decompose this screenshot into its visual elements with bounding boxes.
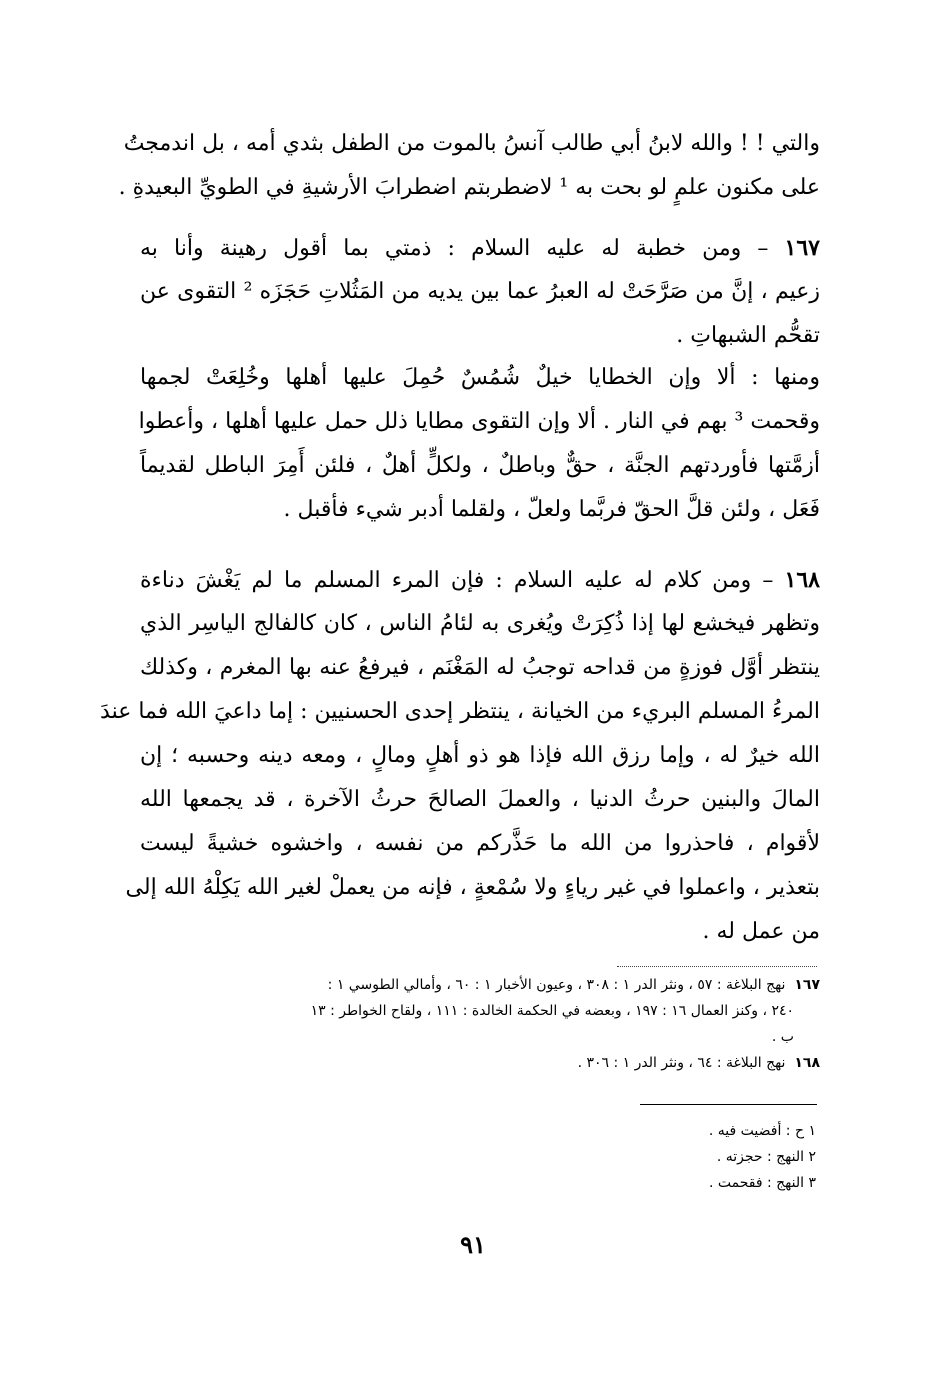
dotted-separator	[617, 966, 817, 967]
source-line: ب .	[771, 1029, 794, 1045]
text-line: ينتظر أوَّل فوزةٍ من قداحه توجبُ له المَغْنَم ، فيرفعُ عنه بها المغرم ، وكذلك	[140, 655, 820, 680]
footnote-separator	[640, 1104, 817, 1105]
source-line	[140, 1050, 820, 1076]
text-line: ومنها : ألا وإن الخطايا خيلٌ شُمُسٌ حُمِلَ عليها أهلها وخُلِعَتْ لجمها	[140, 365, 820, 390]
footnote-line: ٢ النهج : حجزته .	[716, 1149, 816, 1165]
footnote-line: ١ ح : أفضيت فيه .	[708, 1123, 816, 1139]
text-line: لأقوام ، فاحذروا من الله ما حَذَّركم من نفسه ، واخشوه خشيةً ليست	[140, 831, 820, 856]
saying-number: ١٦٧	[784, 235, 820, 261]
text-line: زعيم ، إنَّ من صَرَّحَتْ له العبرُ عما بين يديه من المَثُلاتِ حَجَزَه ² التقوى عن	[140, 279, 820, 304]
text-line: فَعَل ، ولئن قلَّ الحقّ فربَّما ولعلّ ، ولقلما أدبر شيء فأقبل .	[283, 497, 820, 522]
source-line: ٢٤٠ ، وكنز العمال ١٦ : ١٩٧ ، وبعضه في الحكمة الخالدة : ١١١ ، ولقاح الخواطر : ١٣	[310, 1003, 794, 1019]
text-fragment: – ومن كلام له عليه السلام : فإن المرء المسلم ما لم يَغْشَ دناءة	[140, 568, 774, 593]
source-number: ١٦٨	[794, 1055, 820, 1071]
source-text: نهج البلاغة : ٥٧ ، ونثر الدر ١ : ٣٠٨ ، وعيون الأخبار ١ : ٦٠ ، وأمالي الطوسي ١ :	[327, 977, 786, 993]
text-line: بتعذير ، واعملوا في غير رياءٍ ولا سُمْعةٍ ، فإنه من يعملْ لغير الله يَكِلْهُ الله إلى	[125, 875, 820, 900]
text-line: وتظهر فيخشع لها إذا ذُكِرَتْ ويُغرى به لئامُ الناس ، كان كالفالج الياسِر الذي	[140, 611, 820, 636]
text-line: أزمَّتها فأوردتهم الجنَّة ، حقٌّ وباطلٌ ، ولكلٍّ أهلٌ ، فلئن أَمِرَ الباطل لقديماً	[140, 453, 820, 478]
text-line	[140, 558, 820, 602]
text-line: والتي ! ! والله لابنُ أبي طالب آنسُ بالموت من الطفل بثدي أمه ، بل اندمجتُ	[123, 131, 820, 156]
source-notes	[140, 972, 820, 1076]
source-number: ١٦٧	[794, 977, 820, 993]
text-line: الله خيرٌ له ، وإما رزق الله فإذا هو ذو أهلٍ ومالٍ ، ومعه دينه وحسبه ؛ إن	[140, 743, 820, 768]
saying-number: ١٦٨	[784, 567, 820, 593]
text-line: على مكنون علمٍ لو بحت به ¹ لاضطربتم اضطرابَ الأرشيةِ في الطويِّ البعيدةِ .	[118, 175, 820, 200]
paragraph-168	[100, 558, 820, 954]
text-line: المالَ والبنين حرثُ الدنيا ، والعملَ الصالحَ حرثُ الآخرة ، قد يجمعها الله	[140, 787, 820, 812]
text-line: المرءُ المسلم البريء من الخيانة ، ينتظر إحدى الحسنيين : إما داعيَ الله فما عندَ	[100, 699, 820, 724]
source-text: نهج البلاغة : ٦٤ ، ونثر الدر ١ : ٣٠٦ .	[577, 1055, 786, 1071]
text-line: وقحمت ³ بهم في النار . ألا وإن التقوى مطايا ذلل حمل عليها أهلها ، وأعطوا	[138, 409, 820, 434]
text-line: من عمل له .	[702, 919, 820, 944]
text-line: تقحُّم الشبهاتِ .	[676, 323, 820, 348]
footnotes	[560, 1118, 816, 1196]
page-number: ٩١	[460, 1230, 486, 1259]
paragraph-167-continued	[140, 356, 820, 532]
text-fragment: – ومن خطبة له عليه السلام : ذمتي بما أقول رهينة وأنا به	[140, 236, 769, 261]
paragraph-167	[140, 226, 820, 358]
text-line	[140, 226, 820, 270]
source-line	[140, 972, 820, 998]
footnote-line: ٣ النهج : فقحمت .	[708, 1175, 816, 1191]
paragraph-1	[118, 122, 820, 210]
